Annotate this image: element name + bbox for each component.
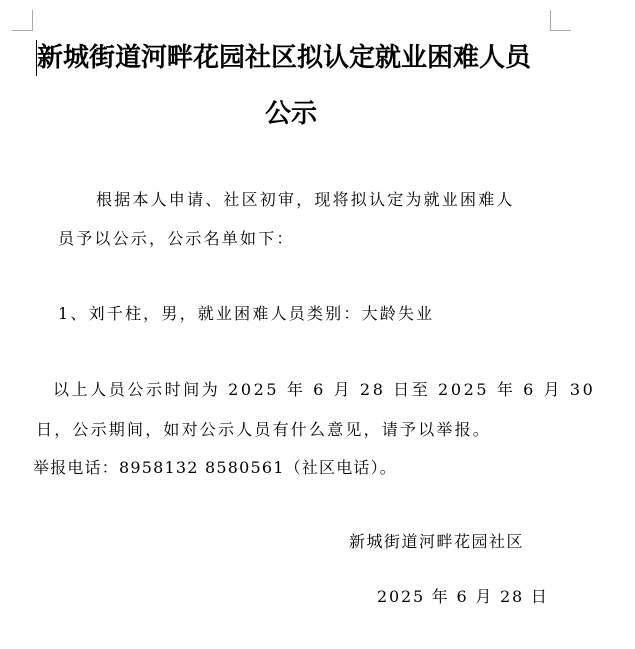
page-corner-mark-top-right xyxy=(550,10,571,31)
report-phone-line[interactable]: 举报电话：8958132 8580561（社区电话）。 xyxy=(33,458,398,477)
document-title-line-1[interactable]: 新城街道河畔花园社区拟认定就业困难人员 xyxy=(37,43,532,73)
signature-community[interactable]: 新城街道河畔花园社区 xyxy=(349,532,525,551)
period-paragraph-line-1[interactable]: 以上人员公示时间为 2025 年 6 月 28 日至 2025 年 6 月 30 xyxy=(53,380,596,399)
intro-paragraph-line-2[interactable]: 员予以公示，公示名单如下： xyxy=(58,229,295,248)
list-item[interactable]: 1、刘千柱，男，就业困难人员类别：大龄失业 xyxy=(58,304,435,323)
signature-date[interactable]: 2025 年 6 月 28 日 xyxy=(377,587,549,606)
document-title-line-2[interactable]: 公示 xyxy=(264,99,317,129)
page-corner-mark-top-left xyxy=(12,10,33,31)
period-paragraph-line-2[interactable]: 日，公示期间，如对公示人员有什么意见，请予以举报。 xyxy=(36,420,492,439)
intro-paragraph-line-1[interactable]: 根据本人申请、社区初审，现将拟认定为就业困难人 xyxy=(96,190,515,209)
